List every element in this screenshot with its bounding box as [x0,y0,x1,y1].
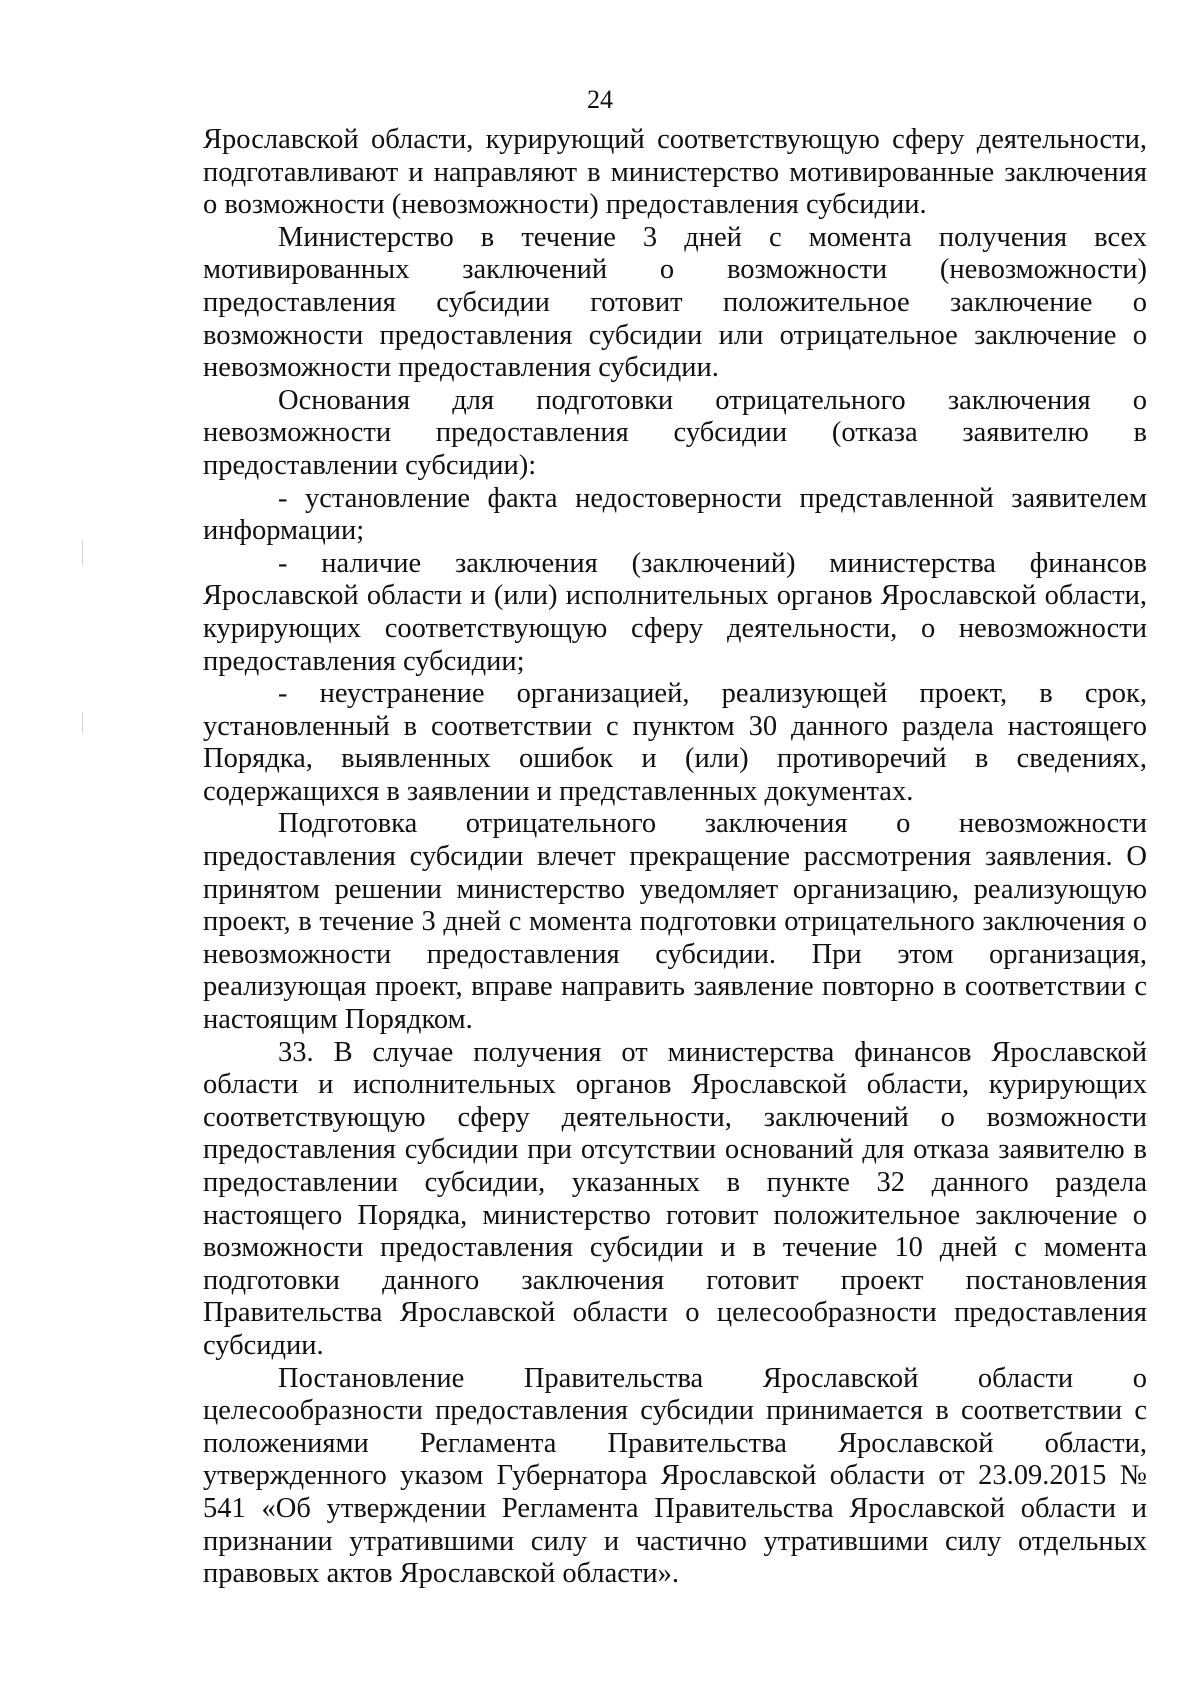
list-item-unreliable-info: - установление факта недостоверности представленной заявителем информации; [203,482,1147,547]
paragraph-grounds: Основания для подготовки отрицательного заключения о невозможности предоставления субсидии (отказа заявителю в предоставлении субсидии): [203,384,1147,481]
list-item-uncorrected-errors: - неустранение организацией, реализующей проект, в срок, установленный в соответствии с пунктом 30 данного раздела настоящего Порядка, выявленных ошибок и (или) противоречий в сведениях, содержащихся в заявлении и представленных документах. [203,678,1147,807]
paragraph-continuation: Ярославской области, курирующий соответствующую сферу деятельности, подготавливают и направляют в министерство мотивированные заключения о возможности (невозможности) предоставления субсидии. [203,124,1147,221]
paragraph-ministry-conclusion: Министерство в течение 3 дней с момента получения всех мотивированных заключений о возможности (невозможности) предоставления субсидии готовит положительное заключение о возможности предоставления субсидии или отрицательное заключение о невозможности предоставления субсидии. [203,221,1147,384]
paragraph-item-33: 33. В случае получения от министерства финансов Ярославской области и исполнительных органов Ярославской области, курирующих соответствующую сферу деятельности, заключений о возможности предоставления субсидии при отсутствии оснований для отказа заявителю в предоставлении субсидии, указанных в пункте 32 данного раздела настоящего Порядка, министерство готовит положительное заключение о возможности предоставления субсидии и в течение 10 дней с момента подготовки данного заключения готовит проект постановления Правительства Ярославской области о целесообразности предоставления субсидии. [203,1036,1147,1361]
scan-artifact [82,712,83,734]
document-body [203,124,1147,1591]
list-item-negative-conclusions: - наличие заключения (заключений) министерства финансов Ярославской области и (или) исполнительных органов Ярославской области, курирующих соответствующую сферу деятельности, о невозможности предоставления субсидии; [203,547,1147,677]
paragraph-government-resolution: Постановление Правительства Ярославской области о целесообразности предоставления субсидии принимается в соответствии с положениями Регламента Правительства Ярославской области, утвержденного указом Губернатора Ярославской области от 23.09.2015 № 541 «Об утверждении Регламента Правительства Ярославской области и признании утратившими силу и частично утратившими силу отдельных правовых актов Ярославской области». [203,1362,1147,1590]
page-number: 24 [587,85,613,114]
scan-artifact [82,540,83,566]
paragraph-negative-consequence: Подготовка отрицательного заключения о невозможности предоставления субсидии влечет прекращение рассмотрения заявления. О принятом решении министерство уведомляет организацию, реализующую проект, в течение 3 дней с момента подготовки отрицательного заключения о невозможности предоставления субсидии. При этом организация, реализующая проект, вправе направить заявление повторно в соответствии с настоящим Порядком. [203,808,1147,1036]
